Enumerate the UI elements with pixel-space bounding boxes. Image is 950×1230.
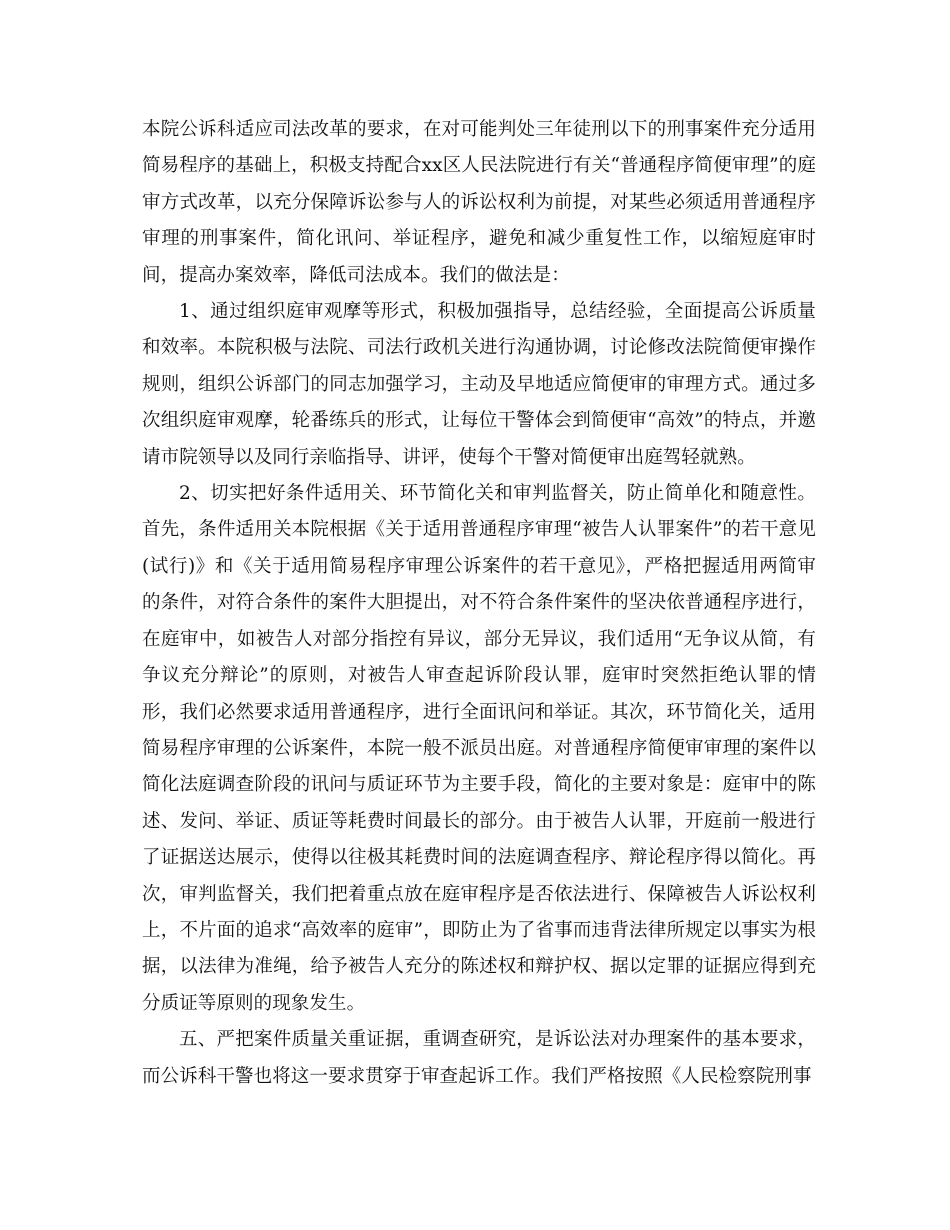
document-body — [142, 112, 816, 1095]
paragraph-item-1: 1、通过组织庭审观摩等形式，积极加强指导，总结经验，全面提高公诉质量和效率。本院积极与法院、司法行政机关进行沟通协调，讨论修改法院简便审操作规则，组织公诉部门的同志加强学习，主动及早地适应简便审的审理方式。通过多次组织庭审观摩，轮番练兵的形式，让每位干警体会到简便审“高效”的特点，并邀请市院领导以及同行亲临指导、讲评，使每个干警对简便审出庭驾轻就熟。 — [142, 301, 816, 468]
paragraph-item-2: 2、切实把好条件适用关、环节简化关和审判监督关，防止简单化和随意性。首先，条件适用关本院根据《关于适用普通程序审理“被告人认罪案件”的若干意见(试行)》和《关于适用简易程序审理公诉案件的若干意见》，严格把握适用两简审的条件，对符合条件的案件大胆提出，对不符合条件案件的坚决依普通程序进行，在庭审中，如被告人对部分指控有异议，部分无异议，我们适用“无争议从简，有争议充分辩论”的原则，对被告人审查起诉阶段认罪，庭审时突然拒绝认罪的情形，我们必然要求适用普通程序，进行全面讯问和举证。其次，环节简化关，适用简易程序审理的公诉案件，本院一般不派员出庭。对普通程序简便审审理的案件以简化法庭调查阶段的讯问与质证环节为主要手段，简化的主要对象是：庭审中的陈述、发问、举证、质证等耗费时间最长的部分。由于被告人认罪，开庭前一般进行了证据送达展示，使得以往极其耗费时间的法庭调查程序、辩论程序得以简化。再次，审判监督关，我们把着重点放在庭审程序是否依法进行、保障被告人诉讼权利上，不片面的追求“高效率的庭审”，即防止为了省事而违背法律所规定以事实为根据，以法律为准绳，给予被告人充分的陈述权和辩护权、据以定罪的证据应得到充分质证等原则的现象发生。 — [142, 483, 816, 1014]
paragraph-intro: 本院公诉科适应司法改革的要求，在对可能判处三年徒刑以下的刑事案件充分适用简易程序的基础上，积极支持配合xx区人民法院进行有关“普通程序简便审理”的庭审方式改革，以充分保障诉讼参与人的诉讼权利为前提，对某些必须适用普通程序审理的刑事案件，简化讯问、举证程序，避免和减少重复性工作，以缩短庭审时间，提高办案效率，降低司法成本。我们的做法是： — [142, 119, 816, 286]
paragraph-section-5: 五、严把案件质量关重证据，重调查研究，是诉讼法对办理案件的基本要求，而公诉科干警也将这一要求贯穿于审查起诉工作。我们严格按照《人民检察院刑事 — [142, 1029, 816, 1087]
